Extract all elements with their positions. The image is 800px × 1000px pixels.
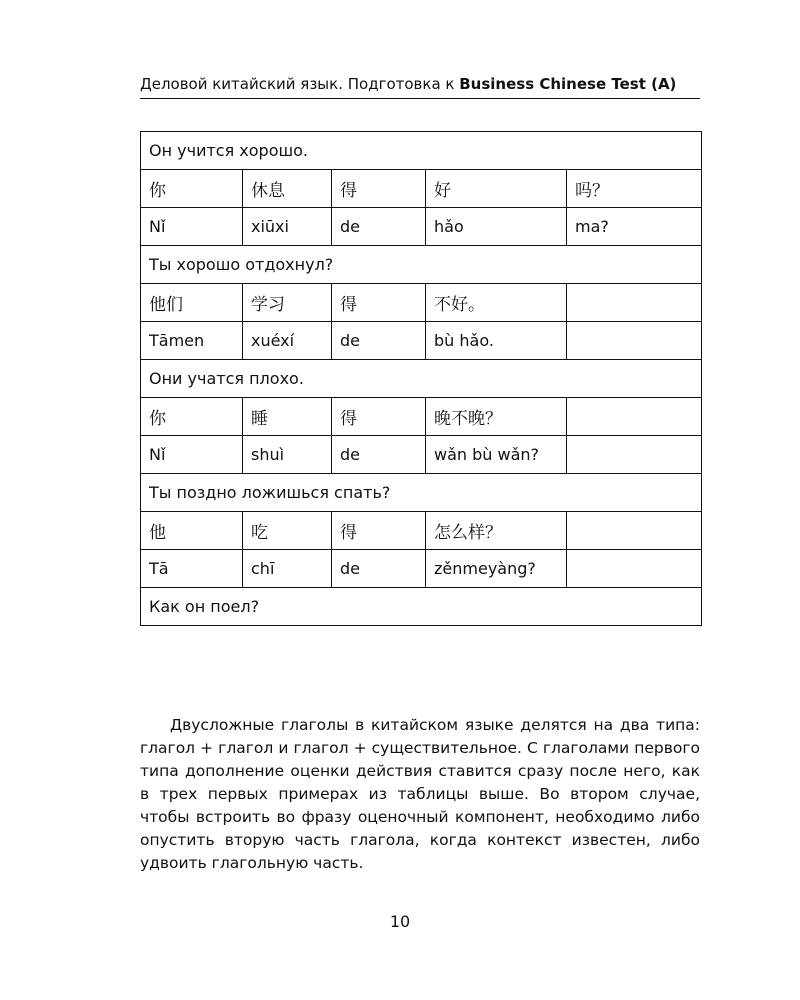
pinyin-cell	[567, 322, 702, 360]
table-row-pinyin	[141, 436, 702, 474]
translation-cell: Он учится хорошо.	[141, 132, 702, 170]
translation-cell: Ты поздно ложишься спать?	[141, 474, 702, 512]
hanzi-cell: 休息	[243, 170, 332, 208]
pinyin-cell: de	[332, 436, 426, 474]
pinyin-cell: de	[332, 208, 426, 246]
body-paragraph	[140, 714, 700, 875]
pinyin-cell: xiūxi	[243, 208, 332, 246]
hanzi-cell: 睡	[243, 398, 332, 436]
hanzi-cell: 吗？	[567, 170, 702, 208]
table-row-translation	[141, 360, 702, 398]
table-row-pinyin	[141, 322, 702, 360]
pinyin-cell: Tā	[141, 550, 243, 588]
hanzi-cell: 得	[332, 170, 426, 208]
hanzi-cell: 你	[141, 398, 243, 436]
hanzi-cell: 得	[332, 284, 426, 322]
pinyin-cell: hǎo	[426, 208, 567, 246]
table-row-translation	[141, 132, 702, 170]
table-row-hanzi	[141, 170, 702, 208]
running-header	[140, 74, 700, 94]
translation-cell: Как он поел?	[141, 588, 702, 626]
pinyin-cell: shuì	[243, 436, 332, 474]
pinyin-cell: wǎn bù wǎn?	[426, 436, 567, 474]
table-row-hanzi	[141, 398, 702, 436]
hanzi-cell: 他	[141, 512, 243, 550]
table-row-pinyin	[141, 208, 702, 246]
pinyin-cell: ma?	[567, 208, 702, 246]
example-table	[140, 131, 702, 626]
table-row-translation	[141, 246, 702, 284]
header-title: Деловой китайский язык. Подготовка к	[140, 75, 460, 93]
pinyin-cell: bù hǎo.	[426, 322, 567, 360]
table-row-translation	[141, 474, 702, 512]
hanzi-cell	[567, 512, 702, 550]
pinyin-cell: Nǐ	[141, 208, 243, 246]
hanzi-cell: 他们	[141, 284, 243, 322]
hanzi-cell: 吃	[243, 512, 332, 550]
pinyin-cell: de	[332, 550, 426, 588]
header-title-bold: Business Chinese Test (A)	[459, 75, 677, 93]
translation-cell: Они учатся плохо.	[141, 360, 702, 398]
pinyin-cell: chī	[243, 550, 332, 588]
hanzi-cell: 晚不晚？	[426, 398, 567, 436]
hanzi-cell	[567, 284, 702, 322]
pinyin-cell	[567, 550, 702, 588]
table-row-hanzi	[141, 512, 702, 550]
page-number: 10	[389, 912, 411, 931]
table-row-pinyin	[141, 550, 702, 588]
hanzi-cell: 学习	[243, 284, 332, 322]
hanzi-cell: 不好。	[426, 284, 567, 322]
pinyin-cell: zěnmeyàng?	[426, 550, 567, 588]
translation-cell: Ты хорошо отдохнул?	[141, 246, 702, 284]
hanzi-cell	[567, 398, 702, 436]
hanzi-cell: 得	[332, 398, 426, 436]
header-divider	[140, 98, 700, 99]
pinyin-cell: de	[332, 322, 426, 360]
paragraph-text: Двусложные глаголы в китайском языке делятся на два типа: глагол + глагол и глагол + существительное. С глаголами первого типа дополнение оценки действия ставится сразу после него, как в трех первых примерах из таблицы выше. Во втором случае, чтобы встроить во фразу оценочный компонент, необходимо либо опустить вторую часть глагола, когда контекст известен, либо удвоить глагольную часть.	[140, 716, 700, 872]
hanzi-cell: 得	[332, 512, 426, 550]
table-row-translation	[141, 588, 702, 626]
pinyin-cell	[567, 436, 702, 474]
hanzi-cell: 你	[141, 170, 243, 208]
pinyin-cell: xuéxí	[243, 322, 332, 360]
pinyin-cell: Nǐ	[141, 436, 243, 474]
hanzi-cell: 怎么样？	[426, 512, 567, 550]
hanzi-cell: 好	[426, 170, 567, 208]
pinyin-cell: Tāmen	[141, 322, 243, 360]
table-row-hanzi	[141, 284, 702, 322]
